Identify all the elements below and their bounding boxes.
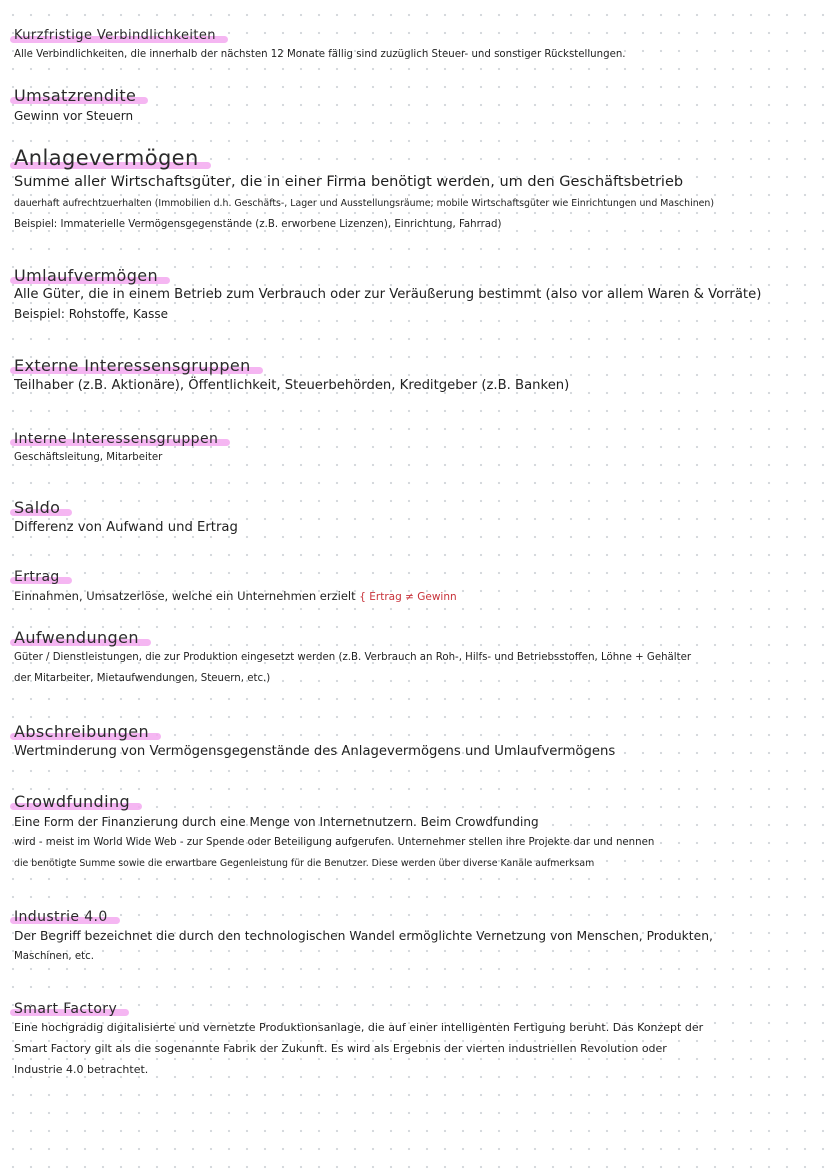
term-heading: Ertrag xyxy=(14,569,60,585)
term-heading: Umlaufvermögen xyxy=(14,266,159,285)
definition-line: Teilhaber (z.B. Aktionäre), Öffentlichkeit, Steuerbehörden, Kreditgeber (z.B. Banken) xyxy=(14,378,570,394)
entry-saldo xyxy=(14,498,819,538)
definition-line: Summe aller Wirtschaftsgüter, die in einer Firma benötigt werden, um den Geschäftsbetrieb xyxy=(14,174,684,191)
definition-line: Eine hochgradig digitalisierte und vernetzte Produktionsanlage, die auf einer intelligenten Fertigung beruht. Das Konzept der xyxy=(14,1021,704,1035)
definition-text: Einnahmen, Umsatzerlöse, welche ein Unternehmen erzielt xyxy=(14,589,356,604)
definition-line: Maschinen, etc. xyxy=(14,951,94,963)
term-heading: Interne Interessensgruppen xyxy=(14,431,219,447)
definition-line: Der Begriff bezeichnet die durch den technologischen Wandel ermöglichte Vernetzung von Menschen, Produkten, xyxy=(14,929,713,944)
entry-umlaufvermoegen xyxy=(14,266,819,323)
term-heading: Smart Factory xyxy=(14,1001,118,1017)
definition-line: die benötigte Summe sowie die erwartbare Gegenleistung für die Benutzer. Diese werden über diverse Kanäle aufmerksam xyxy=(14,858,595,870)
definition-line: Alle Güter, die in einem Betrieb zum Verbrauch oder zur Veräußerung bestimmt (also vor allem Waren & Vorräte) xyxy=(14,287,762,303)
term-heading: Abschreibungen xyxy=(14,722,150,741)
note-annotation: { Ertrag ≠ Gewinn xyxy=(359,591,457,604)
term-heading: Crowdfunding xyxy=(14,792,131,811)
term-heading: Industrie 4.0 xyxy=(14,909,108,925)
term-heading: Anlagevermögen xyxy=(14,146,199,170)
definition-line: Gewinn vor Steuern xyxy=(14,109,134,124)
entry-smart-factory xyxy=(14,998,819,1080)
entry-crowdfunding xyxy=(14,792,819,874)
definition-line: Eine Form der Finanzierung durch eine Menge von Internetnutzern. Beim Crowdfunding xyxy=(14,815,539,830)
definition-line: Smart Factory gilt als die sogenannte Fabrik der Zukunft. Es wird als Ergebnis der vierten industriellen Revolution oder xyxy=(14,1042,667,1056)
definition-line: dauerhaft aufrechtzuerhalten (Immobilien d.h. Geschäfts-, Lager und Ausstellungsräume; mobile Wirtschaftsgüter wie Einrichtungen und Maschinen) xyxy=(14,198,714,210)
term-heading: Umsatzrendite xyxy=(14,86,137,105)
definition-line: Beispiel: Rohstoffe, Kasse xyxy=(14,307,168,322)
definition-line: Beispiel: Immaterielle Vermögensgegenstände (z.B. erworbene Lizenzen), Einrichtung, Fahrrad) xyxy=(14,219,502,231)
definition-line: Geschäftsleitung, Mitarbeiter xyxy=(14,452,163,464)
entry-interne-interessensgruppen xyxy=(14,428,819,468)
definition-line: wird - meist im World Wide Web - zur Spende oder Beteiligung aufgerufen. Unternehmer stellen ihre Projekte dar und nennen xyxy=(14,837,655,849)
term-heading: Aufwendungen xyxy=(14,628,139,647)
entry-umsatzrendite xyxy=(14,86,819,126)
term-heading: Externe Interessensgruppen xyxy=(14,356,251,375)
definition-line xyxy=(14,586,819,607)
definition-line: Wertminderung von Vermögensgegenstände des Anlagevermögens und Umlaufvermögens xyxy=(14,744,616,760)
entry-ertrag xyxy=(14,566,819,607)
entry-aufwendungen xyxy=(14,628,819,689)
term-heading: Kurzfristige Verbindlichkeiten xyxy=(14,28,216,43)
entry-abschreibungen xyxy=(14,722,819,762)
entry-industrie-4-0 xyxy=(14,906,819,967)
entry-anlagevermoegen xyxy=(14,146,819,235)
definition-line: Differenz von Aufwand und Ertrag xyxy=(14,520,238,536)
definition-line: Industrie 4.0 betrachtet. xyxy=(14,1063,149,1077)
definition-line: der Mitarbeiter, Mietaufwendungen, Steuern, etc.) xyxy=(14,673,271,685)
entry-kurzfristige-verbindlichkeiten xyxy=(14,24,819,65)
definition-line: Güter / Dienstleistungen, die zur Produktion eingesetzt werden (z.B. Verbrauch an Roh-, Hilfs- und Betriebsstoffen, Löhne + Gehälter xyxy=(14,652,692,664)
definition-line: Alle Verbindlichkeiten, die innerhalb der nächsten 12 Monate fällig sind zuzüglich Steuer- und sonstiger Rückstellungen. xyxy=(14,48,626,60)
term-heading: Saldo xyxy=(14,498,61,517)
entry-externe-interessensgruppen xyxy=(14,356,819,396)
